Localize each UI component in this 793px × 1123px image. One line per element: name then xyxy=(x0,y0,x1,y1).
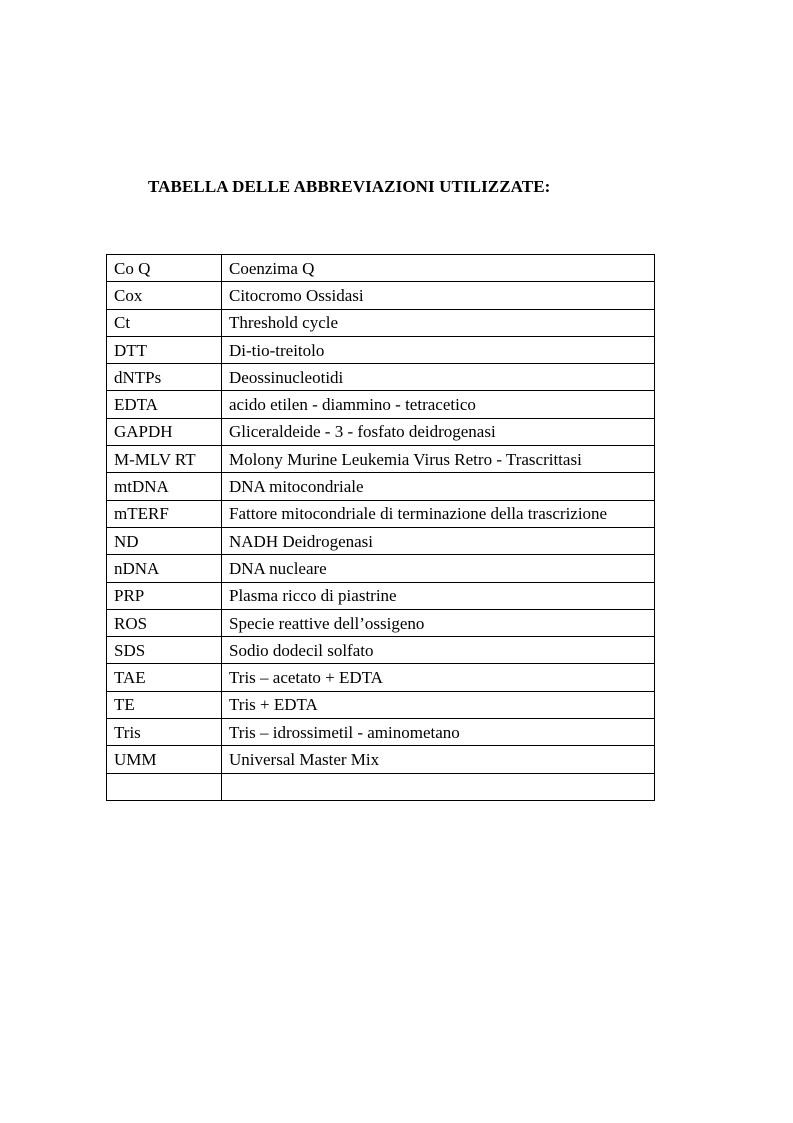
definition-cell: Tris + EDTA xyxy=(222,691,655,718)
abbreviation-cell: TAE xyxy=(107,664,222,691)
abbreviation-cell: ROS xyxy=(107,609,222,636)
abbreviations-table xyxy=(106,254,655,801)
table-row xyxy=(107,555,655,582)
table-row xyxy=(107,391,655,418)
abbreviation-cell: Co Q xyxy=(107,255,222,282)
table-row xyxy=(107,500,655,527)
definition-cell: Sodio dodecil solfato xyxy=(222,637,655,664)
abbreviations-table-body xyxy=(107,255,655,801)
abbreviation-cell: mTERF xyxy=(107,500,222,527)
page-title: TABELLA DELLE ABBREVIAZIONI UTILIZZATE: xyxy=(148,177,551,196)
table-row xyxy=(107,473,655,500)
abbreviation-cell: mtDNA xyxy=(107,473,222,500)
table-row xyxy=(107,364,655,391)
abbreviation-cell: Cox xyxy=(107,282,222,309)
abbreviation-cell: SDS xyxy=(107,637,222,664)
abbreviation-cell: TE xyxy=(107,691,222,718)
abbreviation-cell: Tris xyxy=(107,719,222,746)
abbreviation-cell: EDTA xyxy=(107,391,222,418)
table-row xyxy=(107,746,655,773)
table-row xyxy=(107,446,655,473)
table-row xyxy=(107,664,655,691)
definition-cell: Deossinucleotidi xyxy=(222,364,655,391)
definition-cell: Universal Master Mix xyxy=(222,746,655,773)
definition-cell: Specie reattive dell’ossigeno xyxy=(222,609,655,636)
abbreviation-cell: ND xyxy=(107,527,222,554)
definition-cell: Coenzima Q xyxy=(222,255,655,282)
definition-cell: NADH Deidrogenasi xyxy=(222,527,655,554)
abbreviation-cell: GAPDH xyxy=(107,418,222,445)
definition-cell: Fattore mitocondriale di terminazione della trascrizione xyxy=(222,500,655,527)
definition-cell: Gliceraldeide - 3 - fosfato deidrogenasi xyxy=(222,418,655,445)
table-row xyxy=(107,691,655,718)
table-row xyxy=(107,719,655,746)
table-row xyxy=(107,773,655,800)
table-row xyxy=(107,336,655,363)
abbreviation-cell: dNTPs xyxy=(107,364,222,391)
definition-cell: Di-tio-treitolo xyxy=(222,336,655,363)
abbreviation-cell: M-MLV RT xyxy=(107,446,222,473)
abbreviation-cell: nDNA xyxy=(107,555,222,582)
table-row xyxy=(107,527,655,554)
abbreviation-cell: DTT xyxy=(107,336,222,363)
table-row xyxy=(107,609,655,636)
definition-cell: Plasma ricco di piastrine xyxy=(222,582,655,609)
definition-cell: acido etilen - diammino - tetracetico xyxy=(222,391,655,418)
definition-cell: DNA nucleare xyxy=(222,555,655,582)
abbreviation-cell: Ct xyxy=(107,309,222,336)
abbreviation-cell: UMM xyxy=(107,746,222,773)
definition-cell: Tris – acetato + EDTA xyxy=(222,664,655,691)
definition-cell: Threshold cycle xyxy=(222,309,655,336)
definition-cell: Molony Murine Leukemia Virus Retro - Trascrittasi xyxy=(222,446,655,473)
definition-cell: Citocromo Ossidasi xyxy=(222,282,655,309)
table-row xyxy=(107,637,655,664)
definition-cell xyxy=(222,773,655,800)
table-row xyxy=(107,255,655,282)
abbreviation-cell xyxy=(107,773,222,800)
definition-cell: DNA mitocondriale xyxy=(222,473,655,500)
definition-cell: Tris – idrossimetil - aminometano xyxy=(222,719,655,746)
table-row xyxy=(107,582,655,609)
table-row xyxy=(107,309,655,336)
table-row xyxy=(107,282,655,309)
abbreviation-cell: PRP xyxy=(107,582,222,609)
table-row xyxy=(107,418,655,445)
